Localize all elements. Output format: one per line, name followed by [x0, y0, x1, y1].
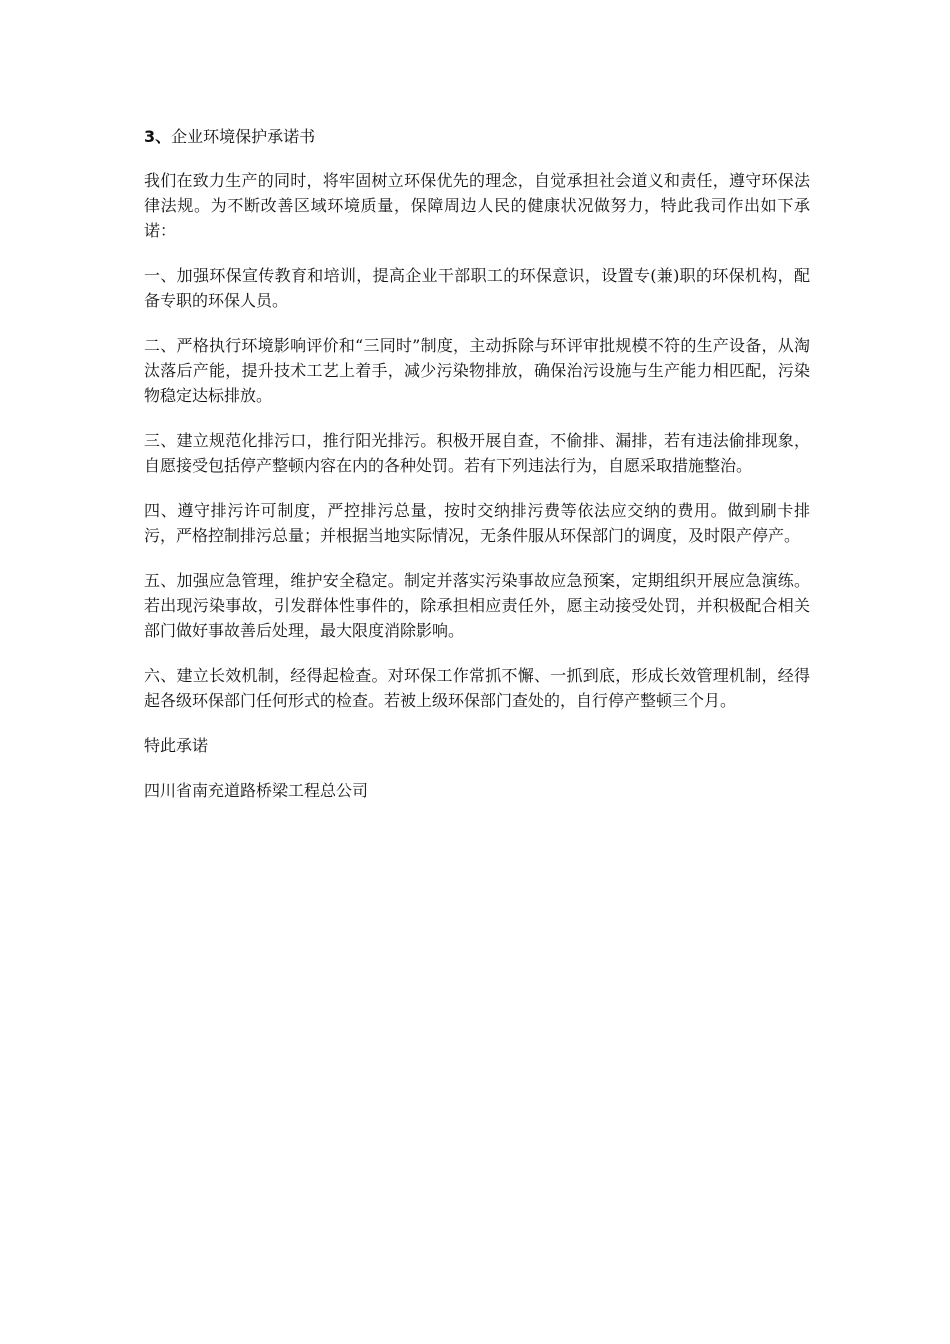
commitment-item-2: 二、严格执行环境影响评价和“三同时”制度，主动拆除与环评审批规模不符的生产设备，从淘汰落后产能，提升技术工艺上着手，减少污染物排放，确保治污设施与生产能力相匹配，污染物稳定达标排放。: [144, 336, 810, 405]
commitment-item-3: 三、建立规范化排污口，推行阳光排污。积极开展自查，不偷排、漏排，若有违法偷排现象，自愿接受包括停产整顿内容在内的各种处罚。若有下列违法行为，自愿采取措施整治。: [144, 431, 810, 475]
commitment-item-6: 六、建立长效机制，经得起检查。对环保工作常抓不懈、一抓到底，形成长效管理机制，经得起各级环保部门任何形式的检查。若被上级环保部门查处的，自行停产整顿三个月。: [144, 666, 810, 710]
commitment-item-5: 五、加强应急管理，维护安全稳定。制定并落实污染事故应急预案，定期组织开展应急演练。若出现污染事故，引发群体性事件的，除承担相应责任外，愿主动接受处罚，并积极配合相关部门做好事故善后处理，最大限度消除影响。: [144, 571, 810, 640]
company-signature: 四川省南充道路桥梁工程总公司: [144, 781, 369, 800]
closing-statement: 特此承诺: [144, 736, 209, 755]
heading-number: 3、: [144, 127, 172, 146]
heading-title: 企业环境保护承诺书: [171, 127, 316, 146]
intro-paragraph: 我们在致力生产的同时，将牢固树立环保优先的理念，自觉承担社会道义和责任，遵守环保法律法规。为不断改善区域环境质量，保障周边人民的健康状况做努力，特此我司作出如下承诺：: [144, 171, 810, 240]
commitment-item-4: 四、遵守排污许可制度，严控排污总量，按时交纳排污费等依法应交纳的费用。做到刷卡排污，严格控制排污总量；并根据当地实际情况，无条件服从环保部门的调度，及时限产停产。: [144, 501, 810, 545]
document-heading: [144, 124, 810, 150]
document-body: [144, 124, 810, 823]
commitment-item-1: 一、加强环保宣传教育和培训，提高企业干部职工的环保意识，设置专(兼)职的环保机构，配备专职的环保人员。: [144, 266, 810, 310]
